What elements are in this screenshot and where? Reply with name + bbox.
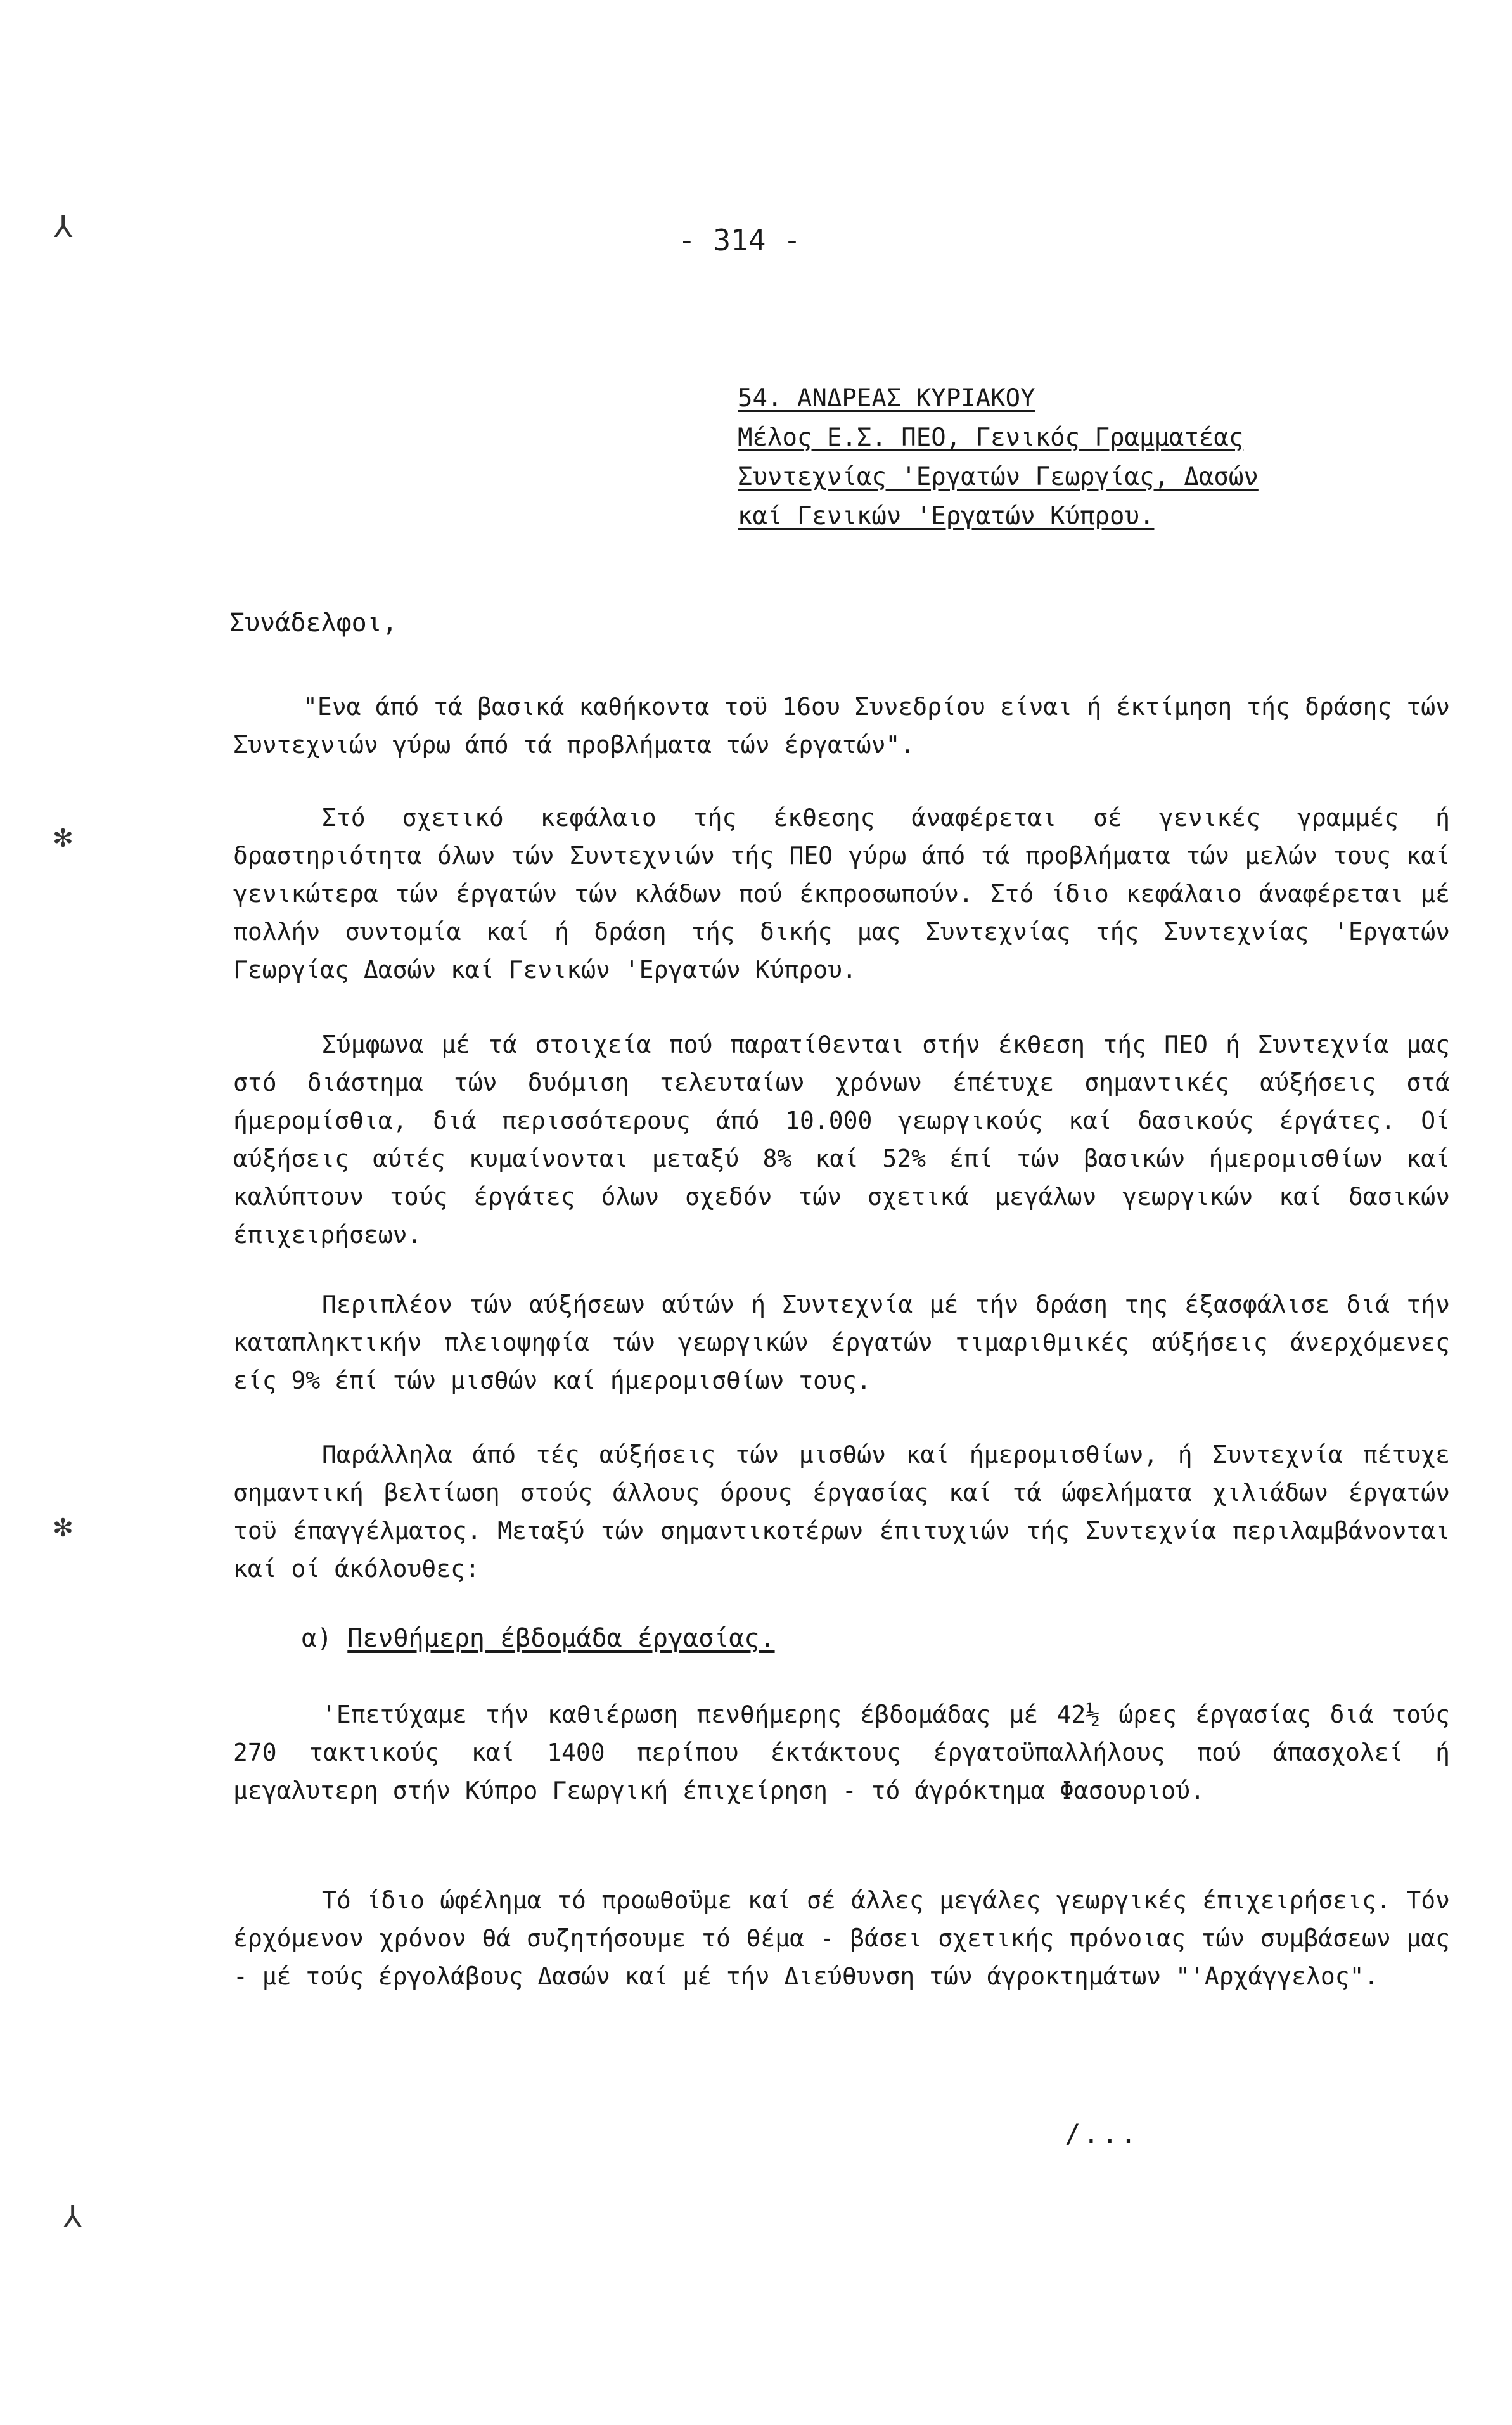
paragraph-3: Σύμφωνα μέ τά στοιχεία πού παρατίθενται στήν έκθεση τής ΠΕΟ ή Συντεχνία μας στό διάστημα τών δυόμιση τελευταίων χρόνων έπέτυχε σημαντικές αύξήσεις στά ήμερομίσθια, διά περισσότερους άπό 10.000 γεωργικούς καί δασικούς έργάτες. Οί αύξήσεις αύτές κυμαίνονται μεταξύ 8% καί 52% έπί τών βασικών ήμερομισθίων καί καλύπτουν τούς έργάτες όλων σχεδόν τών σχετικά μεγάλων γεωργικών καί δασικών έπιχειρήσεων. bbox=[233, 1031, 1450, 1249]
continuation-mark: /... bbox=[1065, 2118, 1139, 2149]
speaker-heading bbox=[738, 379, 1371, 536]
speaker-name: 54. ΑΝΔΡΕΑΣ ΚΥΡΙΑΚΟΥ bbox=[738, 384, 1035, 413]
speaker-title-line: Μέλος Ε.Σ. ΠΕΟ, Γενικός Γραμματέας bbox=[738, 423, 1244, 452]
margin-mark: ✻ bbox=[54, 819, 72, 854]
page-number: - 314 - bbox=[678, 223, 801, 257]
paragraph-6: 'Επετύχαμε τήν καθιέρωση πενθήμερης έβδομάδας μέ 42½ ώρες έργασίας διά τούς 270 τακτικούς καί 1400 περίπου έκτάκτους έργατοϋπαλλήλους πού άπασχολεί ή μεγαλυτερη στήν Κύπρο Γεωργική έπιχείρηση - τό άγρόκτημα Φασουριού. bbox=[233, 1701, 1450, 1804]
subheading bbox=[302, 1624, 775, 1653]
paragraph-7: Τό ίδιο ώφέλημα τό προωθοϋμε καί σέ άλλες μεγάλες γεωργικές έπιχειρήσεις. Τόν έρχόμενον χρόνον θά συζητήσουμε τό θέμα - βάσει σχετικής πρόνοιας τών συμβάσεων μας - μέ τούς έργολάβους Δασών καί μέ τήν Διεύθυνση τών άγροκτημάτων "'Αρχάγγελος". bbox=[233, 1886, 1450, 1990]
subheading-title: Πενθήμερη έβδομάδα έργασίας. bbox=[347, 1624, 775, 1653]
margin-mark: ✻ bbox=[54, 1508, 72, 1544]
margin-mark: ⅄ bbox=[63, 2199, 82, 2235]
speaker-title-line: καί Γενικών 'Εργατών Κύπρου. bbox=[738, 502, 1155, 531]
paragraph-2: Στό σχετικό κεφάλαιο τής έκθεσης άναφέρεται σέ γενικές γραμμές ή δραστηριότητα όλων τών Συντεχνιών τής ΠΕΟ γύρω άπό τά προβλήματα τών μελών τους καί γενικώτερα τών έργατών τών κλάδων πού έκπροσωπούν. Στό ίδιο κεφάλαιο άναφέρεται μέ πολλήν συντομία καί ή δράση τής δικής μας Συντεχνίας τής Συντεχνίας 'Εργατών Γεωργίας Δασών καί Γενικών 'Εργατών Κύπρου. bbox=[233, 804, 1450, 984]
salutation: Συνάδελφοι, bbox=[229, 608, 397, 638]
paragraph-4: Περιπλέον τών αύξήσεων αύτών ή Συντεχνία μέ τήν δράση της έξασφάλισε διά τήν καταπληκτικήν πλειοψηφία τών γεωργικών έργατών τιμαριθμικές αύξήσεις άνερχόμενες είς 9% έπί τών μισθών καί ήμερομισθίων τους. bbox=[233, 1290, 1450, 1394]
subheading-marker: α) bbox=[302, 1624, 333, 1653]
speaker-title-line: Συντεχνίας 'Εργατών Γεωργίας, Δασών bbox=[738, 463, 1259, 491]
margin-mark: ⅄ bbox=[54, 209, 73, 245]
paragraph-1: "Ενα άπό τά βασικά καθήκοντα τοϋ 16ου Συνεδρίου είναι ή έκτίμηση τής δράσης τών Συντεχνιών γύρω άπό τά προβλήματα τών έργατών". bbox=[233, 693, 1450, 759]
paragraph-5: Παράλληλα άπό τές αύξήσεις τών μισθών καί ήμερομισθίων, ή Συντεχνία πέτυχε σημαντική βελτίωση στούς άλλους όρους έργασίας καί τά ώφελήματα χιλιάδων έργατών τοϋ έπαγγέλματος. Μεταξύ τών σημαντικοτέρων έπιτυχιών τής Συντεχνία περιλαμβάνονται καί οί άκόλουθες: bbox=[233, 1441, 1450, 1583]
